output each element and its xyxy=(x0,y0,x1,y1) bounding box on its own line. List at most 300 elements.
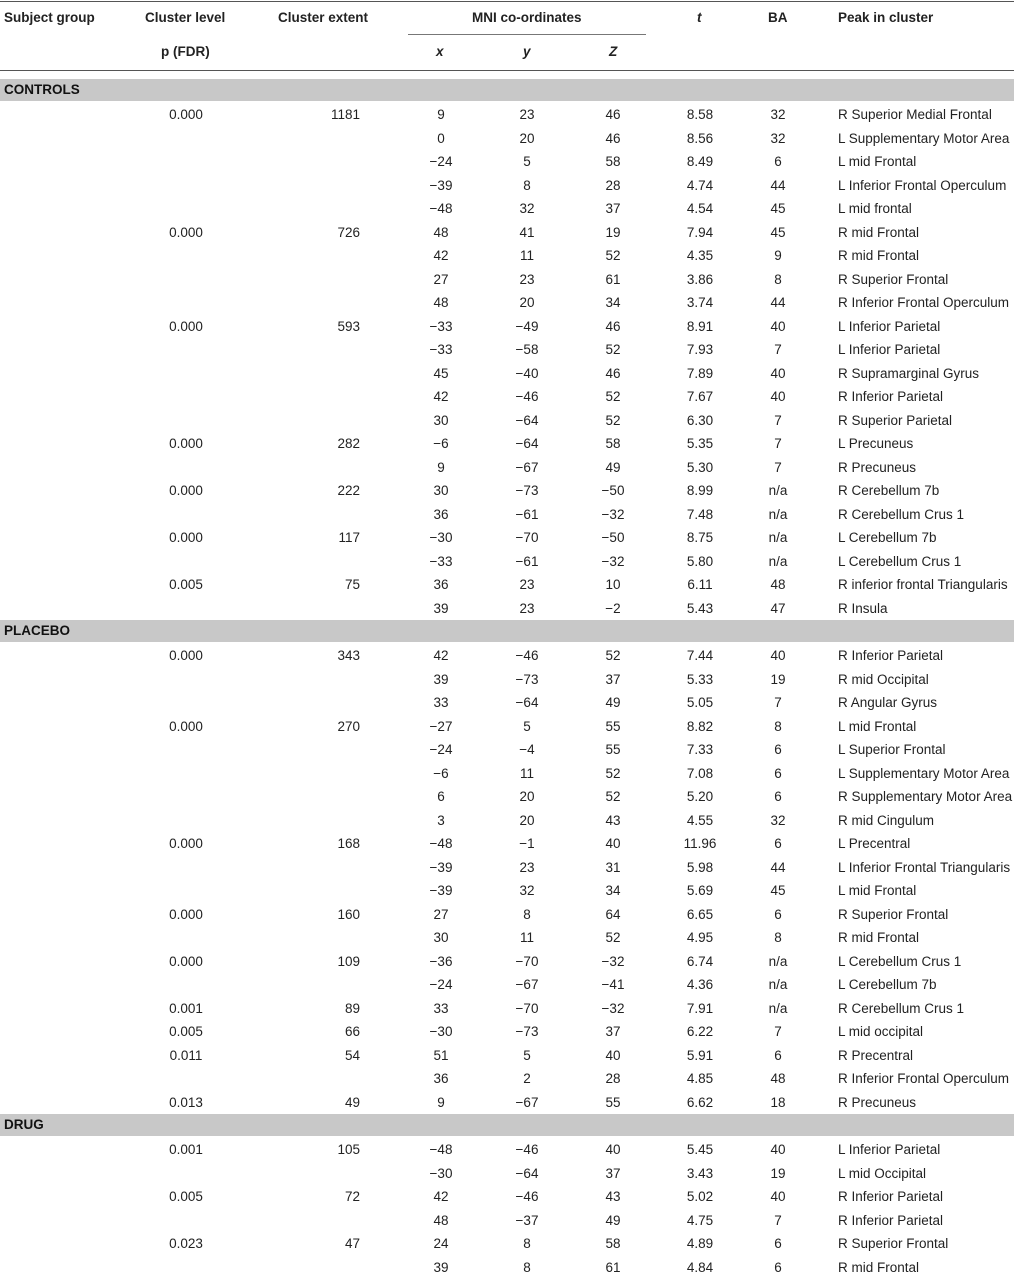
table-row xyxy=(0,573,1014,597)
cell-z: 49 xyxy=(578,1213,648,1228)
cell-x: 0 xyxy=(406,131,476,146)
cell-y: −67 xyxy=(492,1095,562,1110)
cell-z: −32 xyxy=(578,1001,648,1016)
cell-z: 37 xyxy=(578,201,648,216)
cell-peak: L Inferior Frontal Operculum xyxy=(838,178,1006,193)
table-row xyxy=(0,221,1014,245)
cell-y: 8 xyxy=(492,1260,562,1275)
cell-peak: L Cerebellum 7b xyxy=(838,530,937,545)
cell-cluster-extent: 270 xyxy=(290,719,360,734)
cell-z: 49 xyxy=(578,695,648,710)
cell-ba: 45 xyxy=(742,225,814,240)
cell-z: 52 xyxy=(578,389,648,404)
table-row xyxy=(0,1091,1014,1115)
cell-y: −64 xyxy=(492,1166,562,1181)
table-row xyxy=(0,1020,1014,1044)
cell-y: 23 xyxy=(492,107,562,122)
cell-t: 7.94 xyxy=(664,225,736,240)
cell-cluster-level: 0.000 xyxy=(150,483,222,498)
cell-t: 4.85 xyxy=(664,1071,736,1086)
cell-t: 4.75 xyxy=(664,1213,736,1228)
cell-peak: R mid Cingulum xyxy=(838,813,934,828)
cell-x: −30 xyxy=(406,1166,476,1181)
cell-peak: R Superior Medial Frontal xyxy=(838,107,992,122)
cell-ba: 8 xyxy=(742,930,814,945)
cell-ba: 7 xyxy=(742,436,814,451)
table-row xyxy=(0,456,1014,480)
cell-t: 7.91 xyxy=(664,1001,736,1016)
cell-ba: n/a xyxy=(742,507,814,522)
table-row xyxy=(0,1162,1014,1186)
cell-peak: R mid Frontal xyxy=(838,1260,919,1275)
cell-x: 6 xyxy=(406,789,476,804)
cell-ba: 8 xyxy=(742,272,814,287)
table-row xyxy=(0,127,1014,151)
group-label: DRUG xyxy=(4,1117,44,1132)
cell-peak: R Inferior Parietal xyxy=(838,648,943,663)
group-header-placebo xyxy=(0,620,1014,642)
cell-z: 52 xyxy=(578,248,648,263)
table-top-rule xyxy=(0,1,1014,2)
cell-ba: n/a xyxy=(742,483,814,498)
cell-t: 8.82 xyxy=(664,719,736,734)
cell-ba: 40 xyxy=(742,319,814,334)
cell-cluster-extent: 168 xyxy=(290,836,360,851)
cell-cluster-level: 0.001 xyxy=(150,1001,222,1016)
cell-t: 8.75 xyxy=(664,530,736,545)
cell-t: 6.30 xyxy=(664,413,736,428)
cell-t: 4.54 xyxy=(664,201,736,216)
table-row xyxy=(0,1044,1014,1068)
cell-z: −41 xyxy=(578,977,648,992)
cell-t: 8.49 xyxy=(664,154,736,169)
cell-x: −24 xyxy=(406,154,476,169)
cell-ba: 44 xyxy=(742,295,814,310)
cell-t: 3.43 xyxy=(664,1166,736,1181)
cell-peak: R Superior Parietal xyxy=(838,413,952,428)
cell-peak: R Superior Frontal xyxy=(838,907,948,922)
cell-peak: R Precuneus xyxy=(838,1095,916,1110)
cell-cluster-level: 0.000 xyxy=(150,907,222,922)
cell-cluster-extent: 49 xyxy=(290,1095,360,1110)
table-row xyxy=(0,856,1014,880)
cell-cluster-extent: 75 xyxy=(290,577,360,592)
cell-t: 7.93 xyxy=(664,342,736,357)
cell-y: 32 xyxy=(492,201,562,216)
cell-y: 23 xyxy=(492,601,562,616)
cell-z: 43 xyxy=(578,813,648,828)
cell-t: 6.62 xyxy=(664,1095,736,1110)
cell-t: 8.99 xyxy=(664,483,736,498)
cell-ba: 6 xyxy=(742,1048,814,1063)
header-bottom-rule xyxy=(0,70,1014,71)
cell-x: −39 xyxy=(406,883,476,898)
cell-z: 31 xyxy=(578,860,648,875)
cell-peak: R Cerebellum Crus 1 xyxy=(838,1001,964,1016)
cell-peak: L Inferior Parietal xyxy=(838,1142,940,1157)
cell-z: 40 xyxy=(578,836,648,851)
cell-cluster-extent: 89 xyxy=(290,1001,360,1016)
cell-t: 6.11 xyxy=(664,577,736,592)
cell-z: 46 xyxy=(578,107,648,122)
mni-subheader-rule xyxy=(408,34,646,35)
cell-t: 3.74 xyxy=(664,295,736,310)
cell-x: 3 xyxy=(406,813,476,828)
cell-t: 4.35 xyxy=(664,248,736,263)
cell-peak: L mid occipital xyxy=(838,1024,923,1039)
header-z: Z xyxy=(609,44,617,59)
cell-cluster-level: 0.005 xyxy=(150,1024,222,1039)
cell-ba: 6 xyxy=(742,836,814,851)
table-row xyxy=(0,926,1014,950)
cell-x: −33 xyxy=(406,342,476,357)
header-ba: BA xyxy=(768,10,788,25)
table-row xyxy=(0,903,1014,927)
cell-t: 4.84 xyxy=(664,1260,736,1275)
cell-peak: R Inferior Frontal Operculum xyxy=(838,295,1009,310)
cell-ba: n/a xyxy=(742,554,814,569)
cell-ba: 44 xyxy=(742,178,814,193)
cell-ba: 40 xyxy=(742,366,814,381)
cell-x: 30 xyxy=(406,483,476,498)
cell-t: 11.96 xyxy=(664,836,736,851)
cell-peak: R Inferior Frontal Operculum xyxy=(838,1071,1009,1086)
cell-t: 7.33 xyxy=(664,742,736,757)
cell-y: −58 xyxy=(492,342,562,357)
table-row xyxy=(0,291,1014,315)
cell-t: 5.91 xyxy=(664,1048,736,1063)
cell-z: 58 xyxy=(578,1236,648,1251)
cell-y: −64 xyxy=(492,695,562,710)
cell-x: −39 xyxy=(406,178,476,193)
cell-t: 5.20 xyxy=(664,789,736,804)
cell-ba: 7 xyxy=(742,695,814,710)
cell-t: 5.02 xyxy=(664,1189,736,1204)
table-row xyxy=(0,809,1014,833)
cell-z: 40 xyxy=(578,1142,648,1157)
cell-t: 4.36 xyxy=(664,977,736,992)
cell-t: 7.48 xyxy=(664,507,736,522)
cell-z: 55 xyxy=(578,719,648,734)
cell-ba: 7 xyxy=(742,1024,814,1039)
group-header-controls xyxy=(0,79,1014,101)
cell-peak: L mid Frontal xyxy=(838,719,916,734)
table-row xyxy=(0,950,1014,974)
cell-ba: 32 xyxy=(742,131,814,146)
cell-z: 46 xyxy=(578,131,648,146)
cell-t: 7.67 xyxy=(664,389,736,404)
cell-peak: L Cerebellum 7b xyxy=(838,977,937,992)
cell-x: −33 xyxy=(406,554,476,569)
header-x: x xyxy=(436,44,444,59)
cell-t: 7.08 xyxy=(664,766,736,781)
cell-peak: R Superior Frontal xyxy=(838,1236,948,1251)
cell-peak: R mid Frontal xyxy=(838,248,919,263)
cell-z: 28 xyxy=(578,1071,648,1086)
table-row xyxy=(0,1138,1014,1162)
group-label: PLACEBO xyxy=(4,623,70,638)
cell-ba: 18 xyxy=(742,1095,814,1110)
table-row xyxy=(0,973,1014,997)
cell-cluster-extent: 160 xyxy=(290,907,360,922)
cell-peak: R mid Frontal xyxy=(838,930,919,945)
cell-y: 23 xyxy=(492,272,562,287)
cell-cluster-level: 0.000 xyxy=(150,436,222,451)
cell-z: 55 xyxy=(578,1095,648,1110)
cell-peak: L Supplementary Motor Area xyxy=(838,131,1009,146)
cell-peak: L Superior Frontal xyxy=(838,742,946,757)
cell-x: 48 xyxy=(406,225,476,240)
cell-y: −49 xyxy=(492,319,562,334)
cell-cluster-level: 0.000 xyxy=(150,954,222,969)
cell-t: 5.05 xyxy=(664,695,736,710)
cell-x: −39 xyxy=(406,860,476,875)
cell-t: 4.55 xyxy=(664,813,736,828)
cell-cluster-extent: 47 xyxy=(290,1236,360,1251)
cell-y: −70 xyxy=(492,530,562,545)
cell-y: 20 xyxy=(492,789,562,804)
cell-x: 51 xyxy=(406,1048,476,1063)
table-row xyxy=(0,103,1014,127)
cell-cluster-extent: 343 xyxy=(290,648,360,663)
cell-x: −36 xyxy=(406,954,476,969)
cell-x: 39 xyxy=(406,1260,476,1275)
table-row xyxy=(0,338,1014,362)
cell-z: 52 xyxy=(578,766,648,781)
cell-peak: R Cerebellum 7b xyxy=(838,483,939,498)
header-t: t xyxy=(697,10,702,25)
cell-ba: 47 xyxy=(742,601,814,616)
cell-y: −70 xyxy=(492,954,562,969)
cell-ba: n/a xyxy=(742,1001,814,1016)
cell-t: 8.58 xyxy=(664,107,736,122)
header-cluster-extent: Cluster extent xyxy=(278,10,368,25)
cell-z: −2 xyxy=(578,601,648,616)
cell-z: 52 xyxy=(578,342,648,357)
table-row xyxy=(0,832,1014,856)
cell-x: −24 xyxy=(406,742,476,757)
cell-cluster-extent: 117 xyxy=(290,530,360,545)
cell-x: −48 xyxy=(406,201,476,216)
cell-x: −24 xyxy=(406,977,476,992)
cell-peak: R Inferior Parietal xyxy=(838,1213,943,1228)
cell-z: 49 xyxy=(578,460,648,475)
cell-t: 3.86 xyxy=(664,272,736,287)
cell-z: 52 xyxy=(578,648,648,663)
cell-x: 48 xyxy=(406,1213,476,1228)
cell-y: 11 xyxy=(492,248,562,263)
cell-x: −27 xyxy=(406,719,476,734)
cell-peak: R mid Frontal xyxy=(838,225,919,240)
table-row xyxy=(0,1185,1014,1209)
cell-x: −33 xyxy=(406,319,476,334)
cell-ba: 6 xyxy=(742,1260,814,1275)
cell-ba: 44 xyxy=(742,860,814,875)
table-row xyxy=(0,150,1014,174)
table-row xyxy=(0,503,1014,527)
table-row xyxy=(0,385,1014,409)
cell-peak: R Precuneus xyxy=(838,460,916,475)
cell-t: 4.74 xyxy=(664,178,736,193)
cell-z: −32 xyxy=(578,954,648,969)
header-mni-coordinates: MNI co-ordinates xyxy=(472,10,582,25)
cell-cluster-extent: 72 xyxy=(290,1189,360,1204)
cell-z: 10 xyxy=(578,577,648,592)
cell-ba: 7 xyxy=(742,413,814,428)
cell-peak: R Cerebellum Crus 1 xyxy=(838,507,964,522)
table-row xyxy=(0,362,1014,386)
cell-peak: R Inferior Parietal xyxy=(838,1189,943,1204)
cell-ba: 32 xyxy=(742,107,814,122)
cell-z: 52 xyxy=(578,413,648,428)
cell-ba: 6 xyxy=(742,789,814,804)
cell-y: −4 xyxy=(492,742,562,757)
header-cluster-level: Cluster level xyxy=(145,10,225,25)
cell-x: −30 xyxy=(406,1024,476,1039)
cell-t: 5.98 xyxy=(664,860,736,875)
cell-z: −32 xyxy=(578,554,648,569)
cell-peak: L Supplementary Motor Area xyxy=(838,766,1009,781)
header-y: y xyxy=(523,44,531,59)
table-row xyxy=(0,1256,1014,1279)
cell-z: −50 xyxy=(578,530,648,545)
cell-ba: 6 xyxy=(742,742,814,757)
cell-cluster-extent: 105 xyxy=(290,1142,360,1157)
cell-peak: R Inferior Parietal xyxy=(838,389,943,404)
header-peak-in-cluster: Peak in cluster xyxy=(838,10,933,25)
cell-y: −61 xyxy=(492,507,562,522)
cell-peak: L Inferior Frontal Triangularis xyxy=(838,860,1010,875)
cell-z: −50 xyxy=(578,483,648,498)
cell-y: −67 xyxy=(492,977,562,992)
table-row xyxy=(0,644,1014,668)
cell-t: 5.45 xyxy=(664,1142,736,1157)
table-row xyxy=(0,174,1014,198)
cell-peak: L Precuneus xyxy=(838,436,913,451)
cell-y: −61 xyxy=(492,554,562,569)
cell-ba: 40 xyxy=(742,389,814,404)
cell-x: 42 xyxy=(406,389,476,404)
cell-x: 9 xyxy=(406,1095,476,1110)
cell-cluster-level: 0.001 xyxy=(150,1142,222,1157)
cell-y: −64 xyxy=(492,413,562,428)
table-row xyxy=(0,1209,1014,1233)
cell-ba: 19 xyxy=(742,1166,814,1181)
cell-z: 28 xyxy=(578,178,648,193)
cell-y: 2 xyxy=(492,1071,562,1086)
cell-ba: 7 xyxy=(742,1213,814,1228)
group-label: CONTROLS xyxy=(4,82,80,97)
cell-y: −73 xyxy=(492,1024,562,1039)
cell-x: 42 xyxy=(406,1189,476,1204)
cell-z: 55 xyxy=(578,742,648,757)
cell-cluster-level: 0.000 xyxy=(150,648,222,663)
cell-ba: 45 xyxy=(742,201,814,216)
cell-y: 11 xyxy=(492,930,562,945)
cell-ba: n/a xyxy=(742,530,814,545)
cell-ba: 32 xyxy=(742,813,814,828)
cell-z: 34 xyxy=(578,295,648,310)
cell-y: 20 xyxy=(492,131,562,146)
cell-y: 41 xyxy=(492,225,562,240)
cell-y: 32 xyxy=(492,883,562,898)
cell-peak: L Precentral xyxy=(838,836,910,851)
cell-peak: L Cerebellum Crus 1 xyxy=(838,954,961,969)
cell-z: 52 xyxy=(578,930,648,945)
cell-y: −73 xyxy=(492,483,562,498)
cell-y: −46 xyxy=(492,648,562,663)
cell-peak: R Supplementary Motor Area xyxy=(838,789,1012,804)
table-row xyxy=(0,409,1014,433)
cell-y: −73 xyxy=(492,672,562,687)
header-subject-group: Subject group xyxy=(4,10,95,25)
cell-x: −30 xyxy=(406,530,476,545)
cell-ba: 8 xyxy=(742,719,814,734)
cell-x: 39 xyxy=(406,601,476,616)
cell-cluster-extent: 54 xyxy=(290,1048,360,1063)
cell-y: 8 xyxy=(492,1236,562,1251)
cell-ba: 40 xyxy=(742,648,814,663)
cell-peak: L Inferior Parietal xyxy=(838,342,940,357)
cell-cluster-level: 0.005 xyxy=(150,1189,222,1204)
cell-y: −37 xyxy=(492,1213,562,1228)
cell-peak: R mid Occipital xyxy=(838,672,929,687)
cell-ba: 45 xyxy=(742,883,814,898)
cell-x: 39 xyxy=(406,672,476,687)
cell-t: 7.44 xyxy=(664,648,736,663)
table-row xyxy=(0,1232,1014,1256)
table-row xyxy=(0,762,1014,786)
cell-z: 46 xyxy=(578,319,648,334)
cell-cluster-level: 0.000 xyxy=(150,719,222,734)
cell-y: −67 xyxy=(492,460,562,475)
cell-ba: 6 xyxy=(742,907,814,922)
cell-y: 8 xyxy=(492,907,562,922)
cell-y: −46 xyxy=(492,389,562,404)
cell-peak: R Superior Frontal xyxy=(838,272,948,287)
cell-x: 30 xyxy=(406,413,476,428)
cell-t: 8.56 xyxy=(664,131,736,146)
table-row xyxy=(0,597,1014,621)
cell-t: 8.91 xyxy=(664,319,736,334)
cell-y: 5 xyxy=(492,154,562,169)
cell-y: 8 xyxy=(492,178,562,193)
cell-y: 5 xyxy=(492,719,562,734)
cell-x: 33 xyxy=(406,695,476,710)
cell-ba: 7 xyxy=(742,342,814,357)
cell-t: 5.80 xyxy=(664,554,736,569)
cell-x: 45 xyxy=(406,366,476,381)
cell-ba: 6 xyxy=(742,1236,814,1251)
cell-ba: 7 xyxy=(742,460,814,475)
cell-z: 52 xyxy=(578,789,648,804)
group-header-drug xyxy=(0,1114,1014,1136)
cell-x: 33 xyxy=(406,1001,476,1016)
cell-z: 19 xyxy=(578,225,648,240)
cell-peak: R Angular Gyrus xyxy=(838,695,937,710)
cell-cluster-level: 0.000 xyxy=(150,225,222,240)
cell-y: 23 xyxy=(492,577,562,592)
cell-peak: L mid frontal xyxy=(838,201,912,216)
table-row xyxy=(0,738,1014,762)
table-row xyxy=(0,715,1014,739)
cell-ba: n/a xyxy=(742,954,814,969)
cell-cluster-level: 0.000 xyxy=(150,530,222,545)
cell-y: −64 xyxy=(492,436,562,451)
cell-t: 7.89 xyxy=(664,366,736,381)
cell-cluster-extent: 726 xyxy=(290,225,360,240)
cell-z: 34 xyxy=(578,883,648,898)
